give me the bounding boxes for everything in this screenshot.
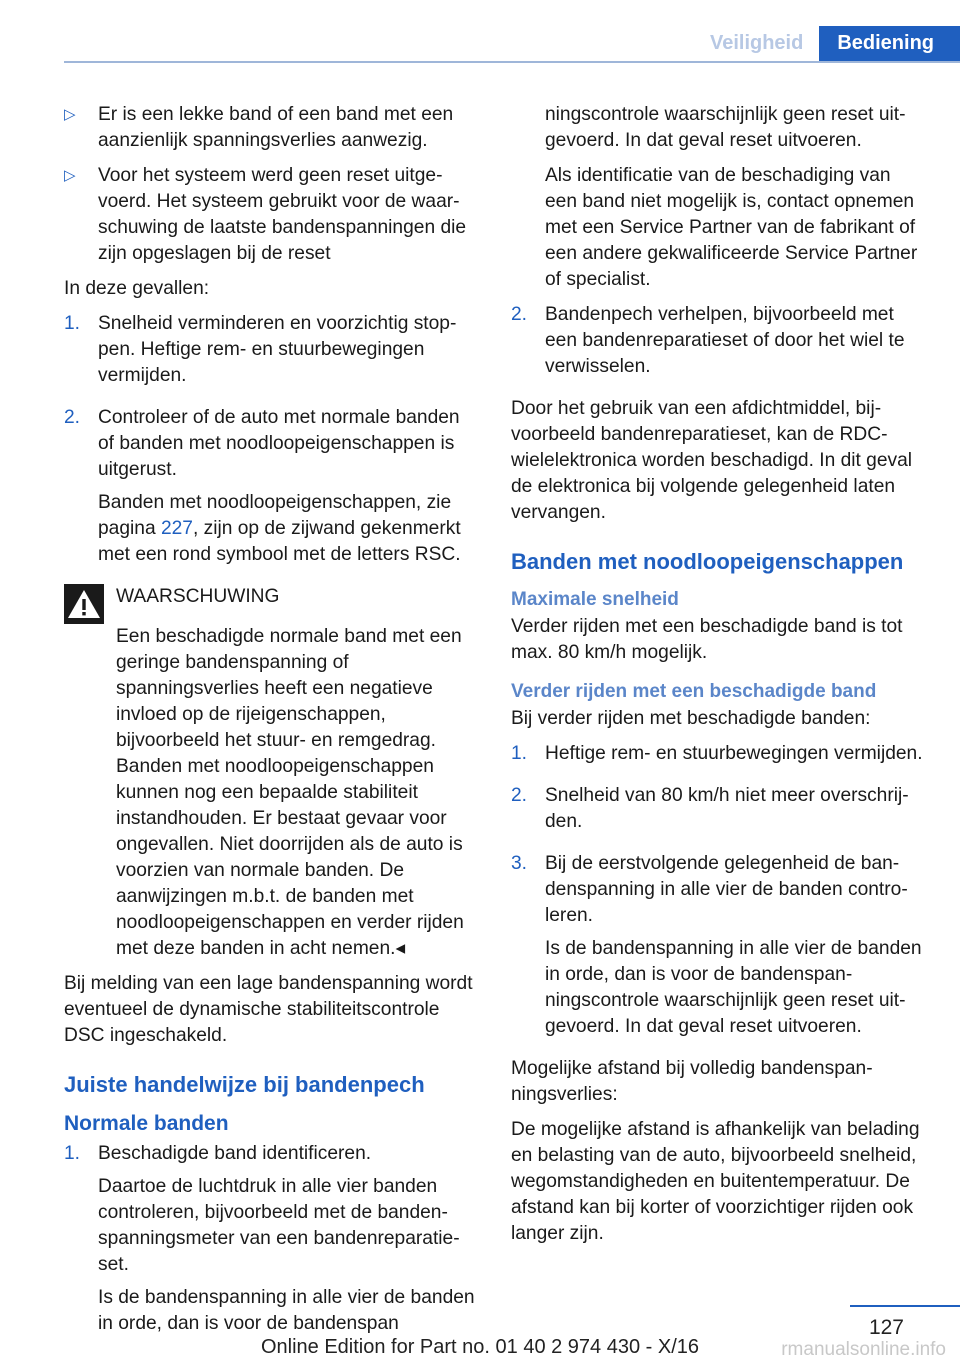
step-text: Controleer of de auto met normale banden of banden met noodloopeigenschappen is uitgerust. <box>98 407 460 480</box>
paragraph-in-cases: In deze gevallen: <box>64 278 210 299</box>
step-number: 3. <box>511 853 528 874</box>
step-number: 2. <box>511 785 528 806</box>
watermark: rmanualsonline.info <box>781 1339 946 1360</box>
list-item <box>64 311 479 396</box>
edition-footer: Online Edition for Part no. 01 40 2 974 430 - X/16 <box>260 1336 700 1358</box>
list-item <box>64 405 479 575</box>
paragraph-dsc: Bij melding van een lage bandenspanning wordt eventueel de dynamische stabiliteitscontrole DSC ingeschakeld. <box>64 973 473 1046</box>
bullet-text: Voor het systeem werd geen reset uitgevoerd. Het systeem gebruikt voor de waarschuwing de laatste bandenspanningen die zijn opgeslagen bij de reset <box>98 165 467 264</box>
heading-correct-action: Juiste handelwijze bij bandenpech <box>64 1072 425 1097</box>
step-extra: Is de bandenspanning in alle vier de banden in orde, dan is voor de bandenspan <box>98 1287 475 1334</box>
step-number: 2. <box>64 407 81 428</box>
warning-triangle-icon <box>64 584 104 624</box>
step-number: 1. <box>64 313 81 334</box>
header-tabs <box>694 26 960 62</box>
paragraph-sealant: Door het gebruik van een afdichtmiddel, bijvoorbeeld bandenreparatieset, kan de RDC-wielelektronica worden beschadigd. In dit geval de elektronica bij volgende gelegenheid laten vervangen. <box>511 398 913 523</box>
heading-normal-tyres: Normale banden <box>64 1112 229 1135</box>
step-continuation: Als identificatie van de beschadiging van een band niet mogelijk is, contact opnemen met een Service Partner van de fabrikant of een andere gekwalificeerde Service Partner of specialist. <box>545 165 918 290</box>
tab-veiligheid[interactable]: Veiligheid <box>694 26 819 62</box>
list-item <box>511 302 926 387</box>
step-extra: Banden met noodloopeigenschappen, zie pagina 227, zijn op de zijwand gekenmerkt met een rond symbool met de letters RSC. <box>98 492 461 565</box>
heading-drive-on: Verder rijden met een beschadigde band <box>511 681 877 702</box>
tab-bediening[interactable]: Bediening <box>819 26 960 62</box>
step-text: Bij de eerstvolgende gelegenheid de bandenspanning in alle vier de banden controleren. <box>545 853 908 926</box>
warning-box <box>64 584 479 962</box>
list-item <box>64 1141 479 1344</box>
page-link[interactable]: 227 <box>160 518 193 539</box>
step-continuation: ningscontrole waarschijnlijk geen reset uitgevoerd. In dat geval reset uitvoeren. <box>545 104 906 151</box>
paragraph-drive-on: Bij verder rijden met beschadigde banden: <box>511 708 871 729</box>
right-column <box>511 102 926 1256</box>
list-item <box>511 783 926 842</box>
warning-text: Een beschadigde normale band met een geringe bandenspanning of spanningsverlies heeft een negatieve invloed op de rijeigenschappen, bijvoorbeeld het stuur- en remgedrag. Banden met noodloopeigenschappen kunnen nog een bepaalde stabiliteit instandhouden. Er bestaat gevaar voor ongevallen. Niet doorrijden als de auto is voorzien van normale banden. De aanwijzingen m.b.t. de banden met noodloopeigenschappen en verder rijden met deze banden in acht nemen.◂ <box>116 626 464 959</box>
step-number: 2. <box>511 304 528 325</box>
triangle-bullet-icon: ▷ <box>64 167 76 184</box>
paragraph-max-speed: Verder rijden met een beschadigde band is tot max. 80 km/h mogelijk. <box>511 616 903 663</box>
step-text: Bandenpech verhelpen, bijvoorbeeld met een bandenreparatieset of door het wiel te verwisselen. <box>545 304 905 377</box>
step-text: Snelheid verminderen en voorzichtig stoppen. Heftige rem- en stuurbewegingen vermijden. <box>98 313 457 386</box>
heading-max-speed: Maximale snelheid <box>511 589 679 610</box>
list-item <box>64 102 479 154</box>
step-text: Beschadigde band identificeren. <box>98 1143 372 1164</box>
step-text: Snelheid van 80 km/h niet meer overschrijden. <box>545 785 909 832</box>
list-item <box>511 741 926 774</box>
paragraph-distance-intro: Mogelijke afstand bij volledig bandenspanningsverlies: <box>511 1058 873 1105</box>
step-text: Heftige rem- en stuurbewegingen vermijden. <box>545 743 923 764</box>
list-item <box>511 851 926 1047</box>
heading-runflat: Banden met noodloopeigenschappen <box>511 549 904 574</box>
paragraph-distance: De mogelijke afstand is afhankelijk van belading en belasting van de auto, bijvoorbeeld snelheid, wegomstandigheden en buitentemperatuur. De afstand kan bij korter of voorzichtiger rijden ook langer zijn. <box>511 1119 920 1244</box>
step-extra: Daartoe de luchtdruk in alle vier banden controleren, bijvoorbeeld met de bandenspanningsmeter van een bandenreparatieset. <box>98 1176 460 1275</box>
bullet-text: Er is een lekke band of een band met een aanzienlijk spanningsverlies aanwezig. <box>98 104 454 151</box>
step-extra: Is de bandenspanning in alle vier de banden in orde, dan is voor de bandenspanningscontrole waarschijnlijk geen reset uitgevoerd. In dat geval reset uitvoeren. <box>545 938 922 1037</box>
warning-title: WAARSCHUWING <box>116 586 280 607</box>
list-item <box>64 163 479 267</box>
left-column <box>64 102 479 1353</box>
footer-rule <box>850 1305 960 1307</box>
page-number: 127 <box>868 1316 904 1339</box>
step-number: 1. <box>511 743 528 764</box>
triangle-bullet-icon: ▷ <box>64 106 76 123</box>
step-number: 1. <box>64 1143 81 1164</box>
header-rule <box>64 61 960 63</box>
